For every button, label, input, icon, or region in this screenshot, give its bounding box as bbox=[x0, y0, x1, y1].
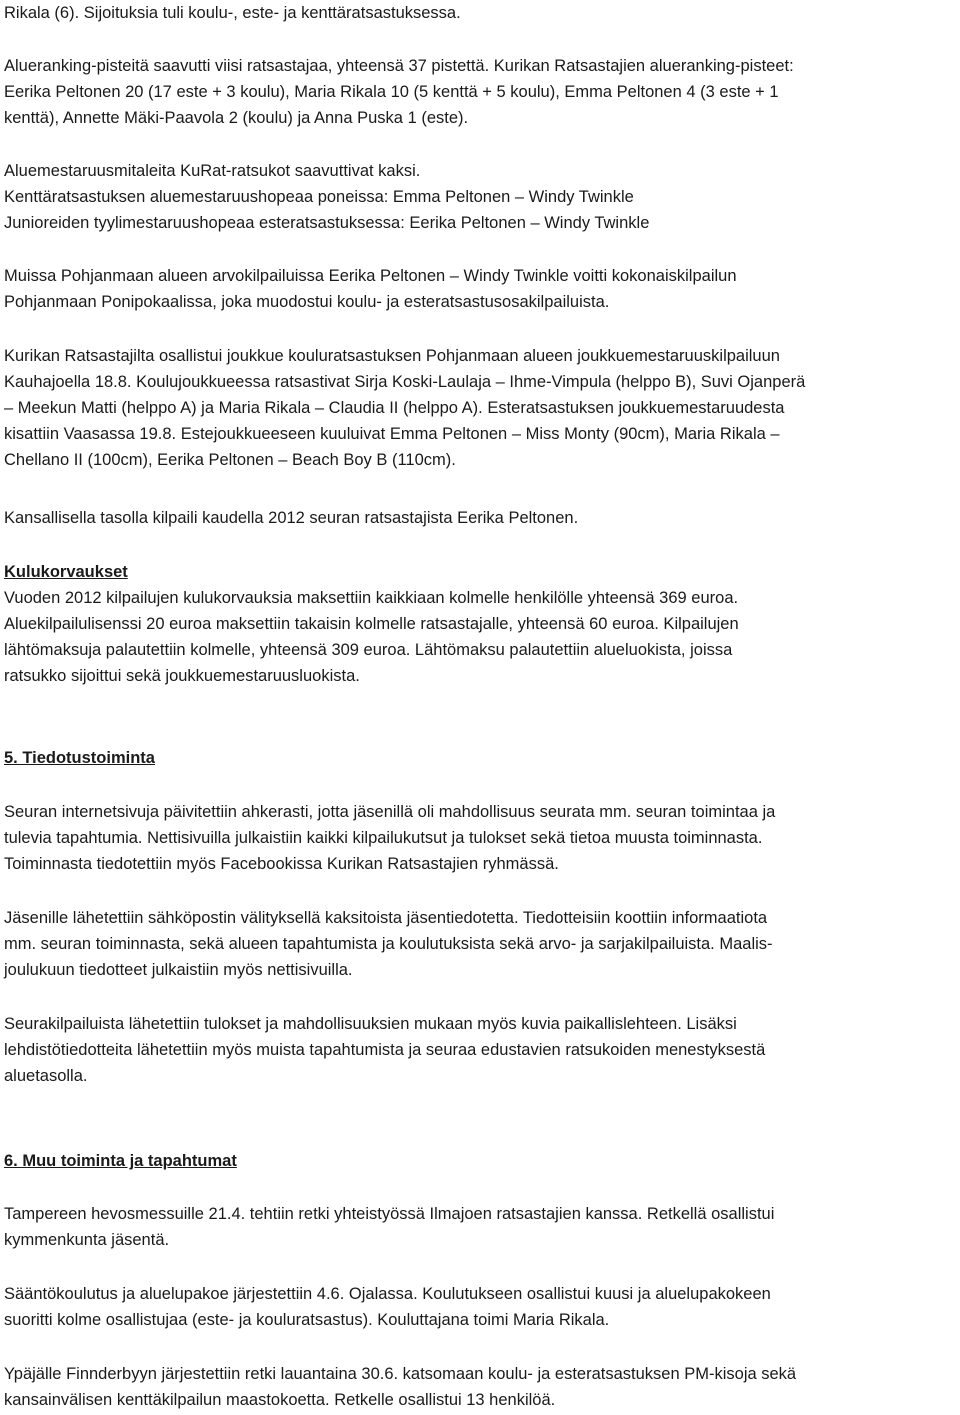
text-line: Seurakilpailuista lähetettiin tulokset ja mahdollisuuksien mukaan myös kuvia paikallislehteen. Lisäksi bbox=[4, 1015, 737, 1033]
text-line: Kauhajoella 18.8. Koulujoukkueessa ratsastivat Sirja Koski-Laulaja – Ihme-Vimpula (helppo B), Suvi Ojanperä bbox=[4, 373, 806, 391]
text-line: Aluemestaruusmitaleita KuRat-ratsukot saavuttivat kaksi. bbox=[4, 162, 421, 180]
section-heading: Kulukorvaukset bbox=[4, 563, 128, 581]
text-line: Junioreiden tyylimestaruushopeaa esteratsastuksessa: Eerika Peltonen – Windy Twinkle bbox=[4, 214, 650, 232]
text-line: Eerika Peltonen 20 (17 este + 3 koulu), Maria Rikala 10 (5 kenttä + 5 koulu), Emma Peltonen 4 (3 este + 1 bbox=[4, 83, 779, 101]
text-line: ratsukko sijoittui sekä joukkuemestaruusluokista. bbox=[4, 667, 360, 685]
section-heading: 5. Tiedotustoiminta bbox=[4, 749, 155, 767]
text-line: Seuran internetsivuja päivitettiin ahkerasti, jotta jäsenillä oli mahdollisuus seurata mm. seuran toimintaa ja bbox=[4, 803, 776, 821]
text-line: Tampereen hevosmessuille 21.4. tehtiin retki yhteistyössä Ilmajoen ratsastajien kanssa. Retkellä osallistui bbox=[4, 1205, 775, 1223]
text-line: joulukuun tiedotteet julkaistiin myös nettisivuilla. bbox=[4, 961, 353, 979]
text-line: tulevia tapahtumia. Nettisivuilla julkaistiin kaikki kilpailukutsut ja tulokset sekä tietoa muusta toiminnasta. bbox=[4, 829, 763, 847]
text-line: Vuoden 2012 kilpailujen kulukorvauksia maksettiin kaikkiaan kolmelle henkilölle yhteensä 369 euroa. bbox=[4, 589, 739, 607]
text-line: – Meekun Matti (helppo A) ja Maria Rikala – Claudia II (helppo A). Esteratsastuksen joukkuemestaruudesta bbox=[4, 399, 785, 417]
text-line: suoritti kolme osallistujaa (este- ja kouluratsastus). Kouluttajana toimi Maria Rikala. bbox=[4, 1311, 610, 1329]
text-line: aluetasolla. bbox=[4, 1067, 88, 1085]
text-line: Rikala (6). Sijoituksia tuli koulu-, este- ja kenttäratsastuksessa. bbox=[4, 4, 461, 22]
text-line: Pohjanmaan Ponipokaalissa, joka muodostui koulu- ja esteratsastusosakilpailuista. bbox=[4, 293, 610, 311]
text-line: Kurikan Ratsastajilta osallistui joukkue kouluratsastuksen Pohjanmaan alueen joukkuemestaruuskilpailuun bbox=[4, 347, 780, 365]
text-line: lehdistötiedotteita lähetettiin myös muista tapahtumista ja seuraa edustavien ratsukoiden menestyksestä bbox=[4, 1041, 766, 1059]
text-line: kymmenkunta jäsentä. bbox=[4, 1231, 170, 1249]
text-line: kisattiin Vaasassa 19.8. Estejoukkueeseen kuuluivat Emma Peltonen – Miss Monty (90cm), Maria Rikala – bbox=[4, 425, 780, 443]
text-line: Ypäjälle Finnderbyyn järjestettiin retki lauantaina 30.6. katsomaan koulu- ja esteratsastuksen PM-kisoja sekä bbox=[4, 1365, 797, 1383]
text-line: mm. seuran toiminnasta, sekä alueen tapahtumista ja koulutuksista sekä arvo- ja sarjakilpailuista. Maalis- bbox=[4, 935, 773, 953]
text-line: Jäsenille lähetettiin sähköpostin välityksellä kaksitoista jäsentiedotetta. Tiedotteisiin koottiin informaatiota bbox=[4, 909, 768, 927]
text-line: Kansallisella tasolla kilpaili kaudella 2012 seuran ratsastajista Eerika Peltonen. bbox=[4, 509, 579, 527]
section-heading: 6. Muu toiminta ja tapahtumat bbox=[4, 1152, 237, 1170]
text-line: Alueranking-pisteitä saavutti viisi ratsastajaa, yhteensä 37 pistettä. Kurikan Ratsastajien alueranking-pisteet: bbox=[4, 57, 794, 75]
text-line: Muissa Pohjanmaan alueen arvokilpailuissa Eerika Peltonen – Windy Twinkle voitti kokonaiskilpailun bbox=[4, 267, 737, 285]
text-line: kenttä), Annette Mäki-Paavola 2 (koulu) ja Anna Puska 1 (este). bbox=[4, 109, 469, 127]
text-line: Sääntökoulutus ja aluelupakoe järjestettiin 4.6. Ojalassa. Koulutukseen osallistui kuusi ja aluelupakokeen bbox=[4, 1285, 771, 1303]
text-line: Aluekilpailulisenssi 20 euroa maksettiin takaisin kolmelle ratsastajalle, yhteensä 60 euroa. Kilpailujen bbox=[4, 615, 739, 633]
text-line: Toiminnasta tiedotettiin myös Facebookissa Kurikan Ratsastajien ryhmässä. bbox=[4, 855, 559, 873]
text-line: Kenttäratsastuksen aluemestaruushopeaa poneissa: Emma Peltonen – Windy Twinkle bbox=[4, 188, 634, 206]
text-line: lähtömaksuja palautettiin kolmelle, yhteensä 309 euroa. Lähtömaksu palautettiin alueluokista, joissa bbox=[4, 641, 733, 659]
text-line: Chellano II (100cm), Eerika Peltonen – Beach Boy B (110cm). bbox=[4, 451, 456, 469]
text-line: kansainvälisen kenttäkilpailun maastokoetta. Retkelle osallistui 13 henkilöä. bbox=[4, 1391, 556, 1409]
